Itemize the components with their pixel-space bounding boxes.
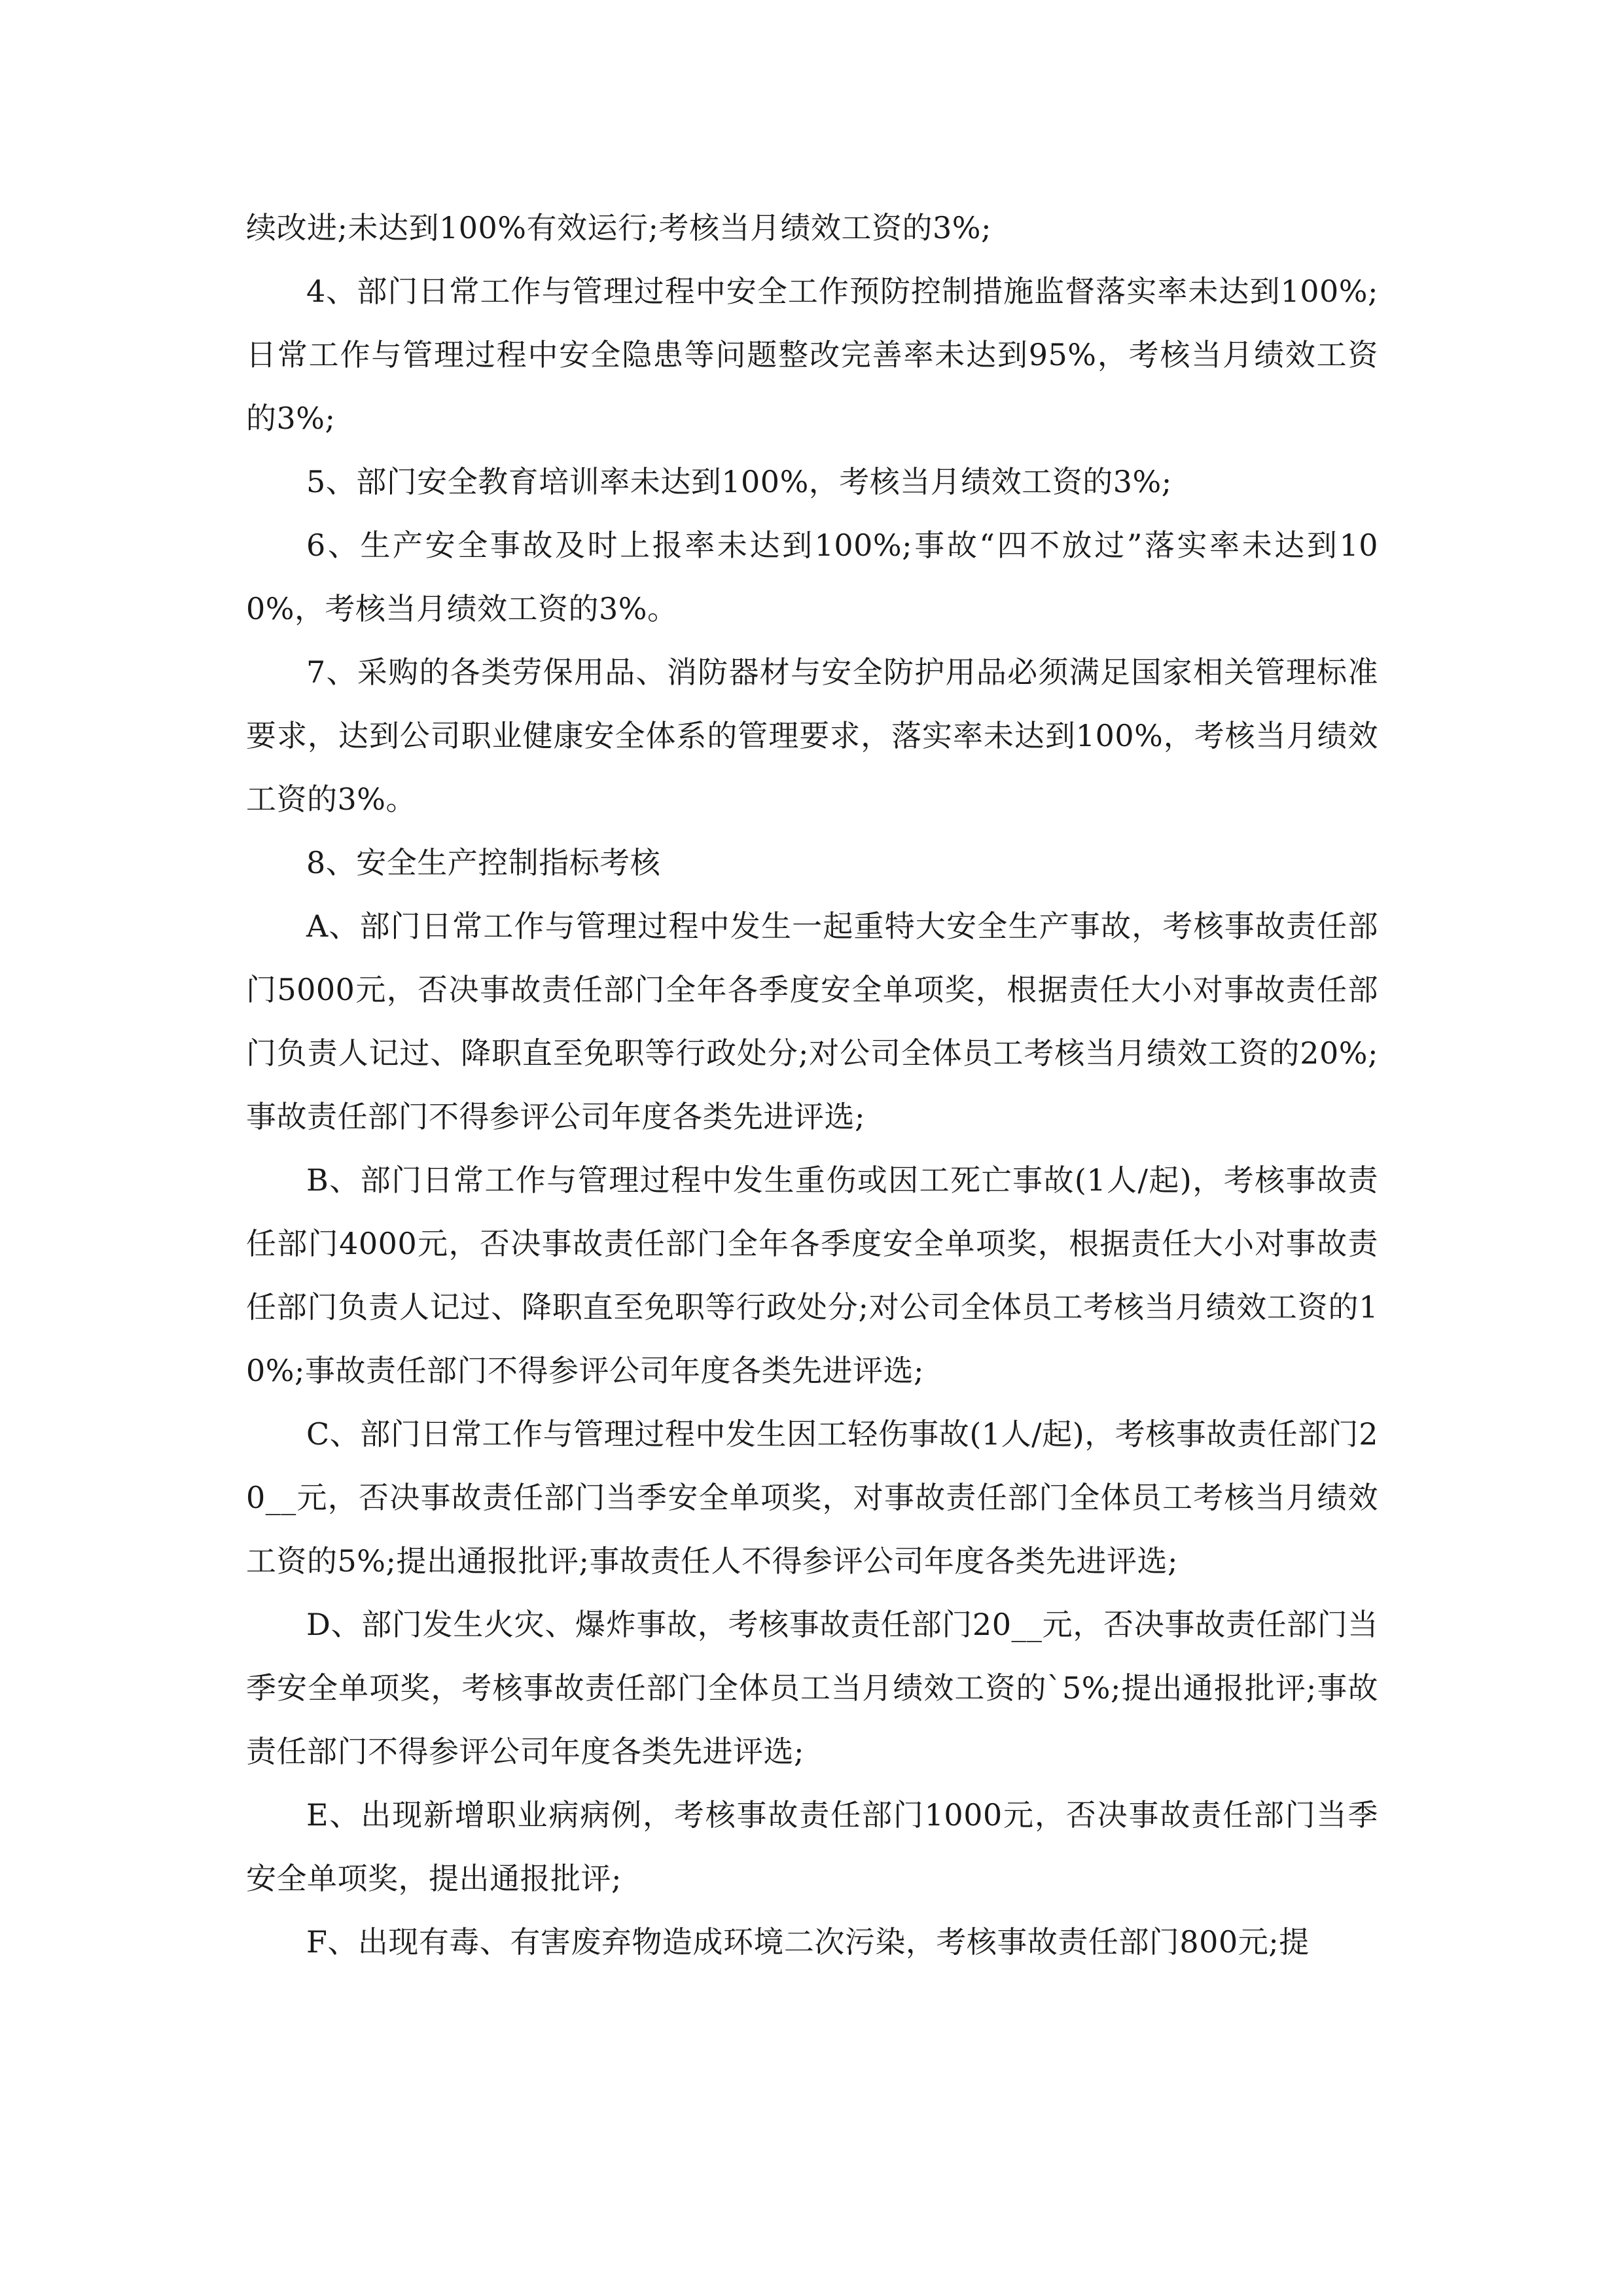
document-page (246, 196, 1378, 2094)
paragraph-item-e: E、出现新增职业病病例，考核事故责任部门1000元，否决事故责任部门当季安全单项奖，提出通报批评; (246, 1797, 1378, 1896)
paragraph-item-8: 8、安全生产控制指标考核 (306, 845, 661, 880)
paragraph-continuation: 续改进;未达到100%有效运行;考核当月绩效工资的3%; (246, 210, 991, 245)
paragraph-item-d: D、部门发生火灾、爆炸事故，考核事故责任部门20__元，否决事故责任部门当季安全单项奖，考核事故责任部门全体员工当月绩效工资的`5%;提出通报批评;事故责任部门不得参评公司年度各类先进评选; (246, 1607, 1378, 1769)
paragraph-item-c: C、部门日常工作与管理过程中发生因工轻伤事故(1人/起)，考核事故责任部门20__元，否决事故责任部门当季安全单项奖，对事故责任部门全体员工考核当月绩效工资的5%;提出通报批评;事故责任人不得参评公司年度各类先进评选; (246, 1416, 1378, 1579)
paragraph-item-a: A、部门日常工作与管理过程中发生一起重特大安全生产事故，考核事故责任部门5000元，否决事故责任部门全年各季度安全单项奖，根据责任大小对事故责任部门负责人记过、降职直至免职等行政处分;对公司全体员工考核当月绩效工资的20%;事故责任部门不得参评公司年度各类先进评选; (246, 908, 1378, 1134)
paragraph-item-4: 4、部门日常工作与管理过程中安全工作预防控制措施监督落实率未达到100%;日常工作与管理过程中安全隐患等问题整改完善率未达到95%，考核当月绩效工资的3%; (246, 274, 1378, 436)
paragraph-item-f: F、出现有毒、有害废弃物造成环境二次污染，考核事故责任部门800元;提 (306, 1924, 1310, 1960)
paragraph-item-b: B、部门日常工作与管理过程中发生重伤或因工死亡事故(1人/起)，考核事故责任部门4000元，否决事故责任部门全年各季度安全单项奖，根据责任大小对事故责任部门负责人记过、降职直至免职等行政处分;对公司全体员工考核当月绩效工资的10%;事故责任部门不得参评公司年度各类先进评选; (246, 1162, 1378, 1388)
paragraph-item-5: 5、部门安全教育培训率未达到100%，考核当月绩效工资的3%; (306, 464, 1172, 499)
paragraph-item-7: 7、采购的各类劳保用品、消防器材与安全防护用品必须满足国家相关管理标准要求，达到公司职业健康安全体系的管理要求，落实率未达到100%，考核当月绩效工资的3%。 (246, 655, 1378, 817)
paragraph-item-6: 6、生产安全事故及时上报率未达到100%;事故“四不放过”落实率未达到100%，考核当月绩效工资的3%。 (246, 528, 1378, 626)
